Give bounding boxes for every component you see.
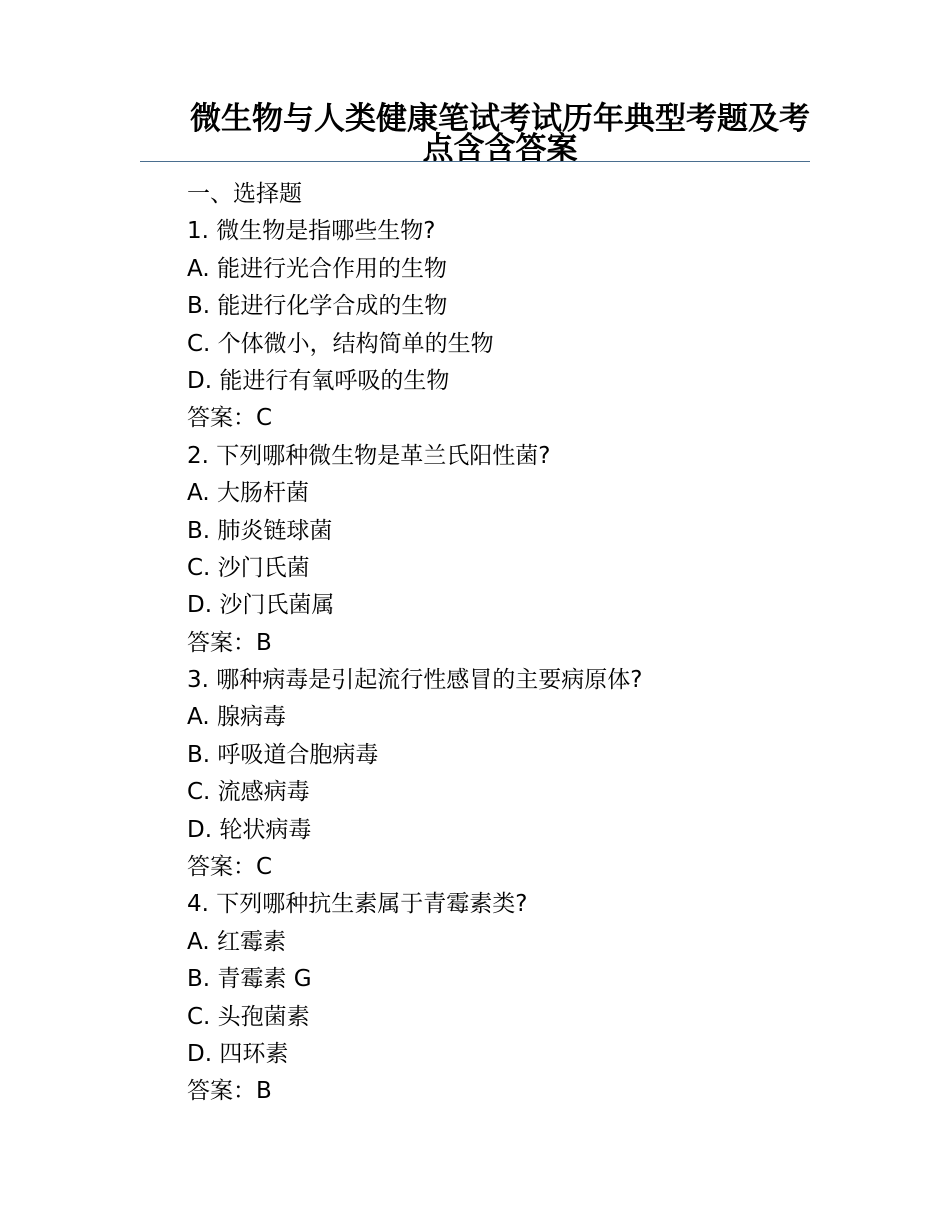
option-a: A. 能进行光合作用的生物 xyxy=(187,255,447,282)
title-divider xyxy=(140,161,810,162)
question-block-3 xyxy=(187,662,827,886)
answer-text: 答案：B xyxy=(187,629,272,656)
question-block-4 xyxy=(187,886,827,1110)
question-text: 1. 微生物是指哪些生物? xyxy=(187,218,436,245)
option-b: B. 能进行化学合成的生物 xyxy=(187,293,448,320)
option-c: C. 头孢菌素 xyxy=(187,1003,310,1030)
option-b: B. 呼吸道合胞病毒 xyxy=(187,741,379,768)
answer-text: 答案：B xyxy=(187,1078,272,1105)
question-text: 2. 下列哪种微生物是革兰氏阳性菌? xyxy=(187,442,551,469)
document-title: 微生物与人类健康笔试考试历年典型考题及考点含含答案 xyxy=(190,101,810,167)
question-text: 3. 哪种病毒是引起流行性感冒的主要病原体? xyxy=(187,667,643,694)
option-c: C. 流感病毒 xyxy=(187,779,310,806)
document-body xyxy=(187,176,827,1111)
option-c: C. 沙门氏菌 xyxy=(187,554,310,581)
document-title-block xyxy=(140,101,810,167)
option-b: B. 青霉素 G xyxy=(187,966,312,993)
option-d: D. 四环素 xyxy=(187,1040,289,1067)
option-d: D. 轮状病毒 xyxy=(187,816,312,843)
question-text: 4. 下列哪种抗生素属于青霉素类? xyxy=(187,891,528,918)
question-block-1 xyxy=(187,213,827,437)
option-d: D. 能进行有氧呼吸的生物 xyxy=(187,367,450,394)
option-a: A. 红霉素 xyxy=(187,928,286,955)
section-heading: 一、选择题 xyxy=(187,181,302,207)
option-a: A. 大肠杆菌 xyxy=(187,480,309,507)
answer-text: 答案：C xyxy=(187,854,273,881)
option-c: C. 个体微小，结构简单的生物 xyxy=(187,330,494,357)
option-d: D. 沙门氏菌属 xyxy=(187,592,335,619)
option-a: A. 腺病毒 xyxy=(187,704,286,731)
answer-text: 答案：C xyxy=(187,405,273,432)
question-block-2 xyxy=(187,438,827,662)
option-b: B. 肺炎链球菌 xyxy=(187,517,333,544)
